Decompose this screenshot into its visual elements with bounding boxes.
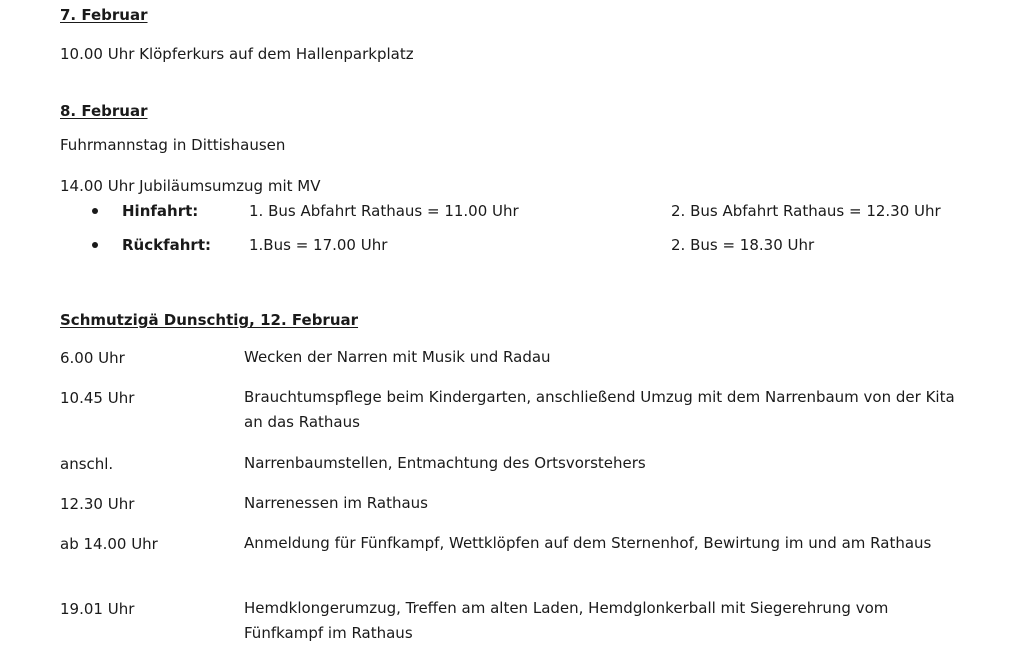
schedule-description: Hemdklongerumzug, Treffen am alten Laden, Hemdglonkerball mit Siegerehrung vom Fünfkampf im Rathaus [244,599,889,642]
schedule-time: 6.00 Uhr [60,349,125,367]
schedule-time: ab 14.00 Uhr [60,535,158,553]
schedule-time: anschl. [60,455,114,473]
section-heading-8-februar: 8. Februar [60,102,148,120]
bullet-label-rueckfahrt: Rückfahrt: [122,236,211,254]
section-heading-7-februar: 7. Februar [60,6,148,24]
schedule-description: Brauchtumspflege beim Kindergarten, anschließend Umzug mit dem Narrenbaum von der Kita an das Rathaus [244,388,955,431]
bullet-rueckfahrt-second: 2. Bus = 18.30 Uhr [671,236,815,254]
schedule-description: Narrenbaumstellen, Entmachtung des Ortsvorstehers [244,454,646,472]
bullet-rueckfahrt-first: 1.Bus = 17.00 Uhr [249,236,388,254]
bullet-hinfahrt-second: 2. Bus Abfahrt Rathaus = 12.30 Uhr [671,202,941,220]
bullet-icon [92,242,98,248]
schedule-time: 12.30 Uhr [60,495,135,513]
schedule-description: Narrenessen im Rathaus [244,494,428,512]
section-heading-schmutzigae-dunschtig: Schmutzigä Dunschtig, 12. Februar [60,311,359,329]
schedule-time: 19.01 Uhr [60,600,135,618]
event-line-fuhrmannstag: Fuhrmannstag in Dittishausen [60,136,286,154]
event-line-kloepferkurs: 10.00 Uhr Klöpferkurs auf dem Hallenparkplatz [60,45,414,63]
bullet-hinfahrt-first: 1. Bus Abfahrt Rathaus = 11.00 Uhr [249,202,519,220]
schedule-description: Wecken der Narren mit Musik und Radau [244,348,551,366]
schedule-description: Anmeldung für Fünfkampf, Wettklöpfen auf dem Sternenhof, Bewirtung im und am Rathaus [244,534,932,552]
event-line-jubilaeumsumzug: 14.00 Uhr Jubiläumsumzug mit MV [60,177,321,195]
bullet-icon [92,208,98,214]
schedule-time: 10.45 Uhr [60,389,135,407]
bullet-label-hinfahrt: Hinfahrt: [122,202,199,220]
